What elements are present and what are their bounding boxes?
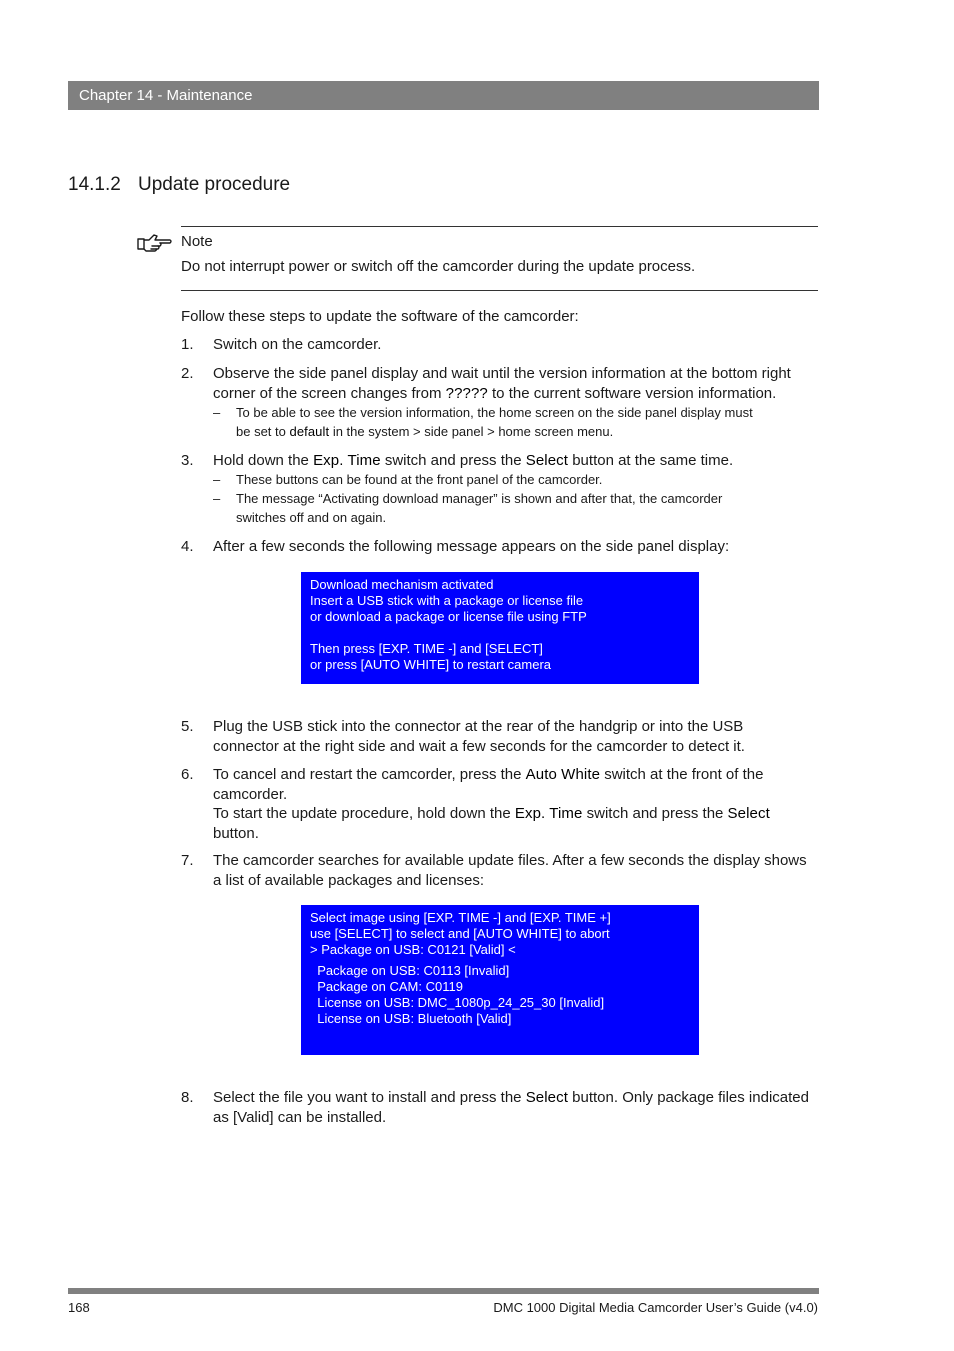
screen-line: License on USB: Bluetooth [Valid] xyxy=(310,1011,512,1026)
step-text xyxy=(213,717,823,756)
screen-blank-line xyxy=(310,625,690,641)
step-text xyxy=(213,851,823,890)
keyword: Exp. Time xyxy=(514,805,583,822)
screen-line: Package on CAM: C0119 xyxy=(310,979,463,994)
text-run: to the current software version information. xyxy=(487,384,777,402)
screen-line: use [SELECT] to select and [AUTO WHITE] to abort xyxy=(310,926,610,941)
keyword: Exp. Time xyxy=(313,452,381,469)
page-number: 168 xyxy=(68,1300,90,1315)
step-line xyxy=(213,1088,823,1108)
step-line: button. xyxy=(213,824,259,842)
sub-line: switches off and on again. xyxy=(236,510,387,525)
step-number: 4. xyxy=(181,538,194,555)
step-text xyxy=(213,765,823,843)
side-panel-screen xyxy=(301,572,699,684)
keyword: default xyxy=(289,424,330,439)
section-title: Update procedure xyxy=(138,174,291,195)
note-top-rule xyxy=(181,226,818,227)
sub-bullet: – xyxy=(213,491,221,506)
step-line: camcorder. xyxy=(213,785,288,803)
sub-line: To be able to see the version information, the home screen on the side panel display must xyxy=(236,405,753,420)
intro-text: Follow these steps to update the software of the camcorder: xyxy=(181,308,579,325)
section-heading xyxy=(68,174,290,196)
text-run: button at the same time. xyxy=(568,452,734,469)
note-bottom-rule xyxy=(181,290,818,291)
sub-text xyxy=(236,489,796,527)
step-number: 3. xyxy=(181,452,194,469)
step-number: 5. xyxy=(181,718,194,735)
text-run: switch and press the xyxy=(380,452,526,469)
step-text xyxy=(213,1088,823,1127)
text-run: To cancel and restart the camcorder, press the xyxy=(213,766,526,783)
step-text xyxy=(213,451,823,471)
note-title: Note xyxy=(181,233,213,250)
keyword: Select xyxy=(727,805,770,822)
sub-line xyxy=(236,422,796,441)
step-line: a list of available packages and licenses: xyxy=(213,871,484,889)
keyword: Select xyxy=(525,1089,568,1106)
screen-line: or press [AUTO WHITE] to restart camera xyxy=(310,657,552,672)
sub-line: The message “Activating download manager” is shown and after that, the camcorder xyxy=(236,491,723,506)
sub-bullet: – xyxy=(213,405,221,420)
step-number: 7. xyxy=(181,852,194,869)
step-line: connector at the right side and wait a few seconds for the camcorder to detect it. xyxy=(213,737,745,755)
text-run: To start the update procedure, hold down the xyxy=(213,805,515,822)
text-run: switch at the front of the xyxy=(600,766,764,783)
step-number: 2. xyxy=(181,365,194,382)
footer-rule xyxy=(68,1288,819,1294)
keyword: Select xyxy=(525,452,569,469)
screen-line: or download a package or license file using FTP xyxy=(310,609,587,624)
step-line xyxy=(213,804,823,824)
step-number: 1. xyxy=(181,336,194,353)
section-number: 14.1.2 xyxy=(68,174,121,195)
screen-line: Insert a USB stick with a package or license file xyxy=(310,593,584,608)
screen-line: Download mechanism activated xyxy=(310,577,494,592)
step-text: Switch on the camcorder. xyxy=(213,336,382,353)
note-text: Do not interrupt power or switch off the camcorder during the update process. xyxy=(181,258,696,275)
sub-text: These buttons can be found at the front panel of the camcorder. xyxy=(236,472,603,487)
screen-line-selected: > Package on USB: C0121 [Valid] < xyxy=(310,942,516,957)
sub-text xyxy=(236,403,796,441)
step-line xyxy=(213,384,823,404)
screen-line: Select image using [EXP. TIME -] and [EXP. TIME +] xyxy=(310,910,611,925)
step-text xyxy=(213,364,823,403)
step-text: After a few seconds the following message appears on the side panel display: xyxy=(213,538,730,555)
step-line: Observe the side panel display and wait until the version information at the bottom right xyxy=(213,365,791,382)
text-run: Select the file you want to install and press the xyxy=(213,1089,526,1106)
chapter-header: Chapter 14 - Maintenance xyxy=(68,81,819,110)
screen-line: License on USB: DMC_1080p_24_25_30 [Invalid] xyxy=(310,995,605,1010)
text-run: switch and press the xyxy=(582,805,728,822)
screen-line: Package on USB: C0113 [Invalid] xyxy=(310,963,510,978)
step-line: as [Valid] can be installed. xyxy=(213,1108,387,1126)
step-number: 8. xyxy=(181,1089,194,1106)
sub-bullet: – xyxy=(213,472,221,487)
text-run: in the system > side panel > home screen menu. xyxy=(329,424,614,439)
text-run: corner of the screen changes from xyxy=(213,384,446,402)
package-list-screen xyxy=(301,905,699,1055)
keyword: ????? xyxy=(445,384,488,402)
text-run: Hold down the xyxy=(213,452,314,469)
text-run: button. Only package files indicated xyxy=(567,1089,809,1106)
step-number: 6. xyxy=(181,766,194,783)
pointing-hand-icon xyxy=(136,231,174,255)
step-line: The camcorder searches for available update files. After a few seconds the display shows xyxy=(213,852,807,869)
step-line: Plug the USB stick into the connector at the rear of the handgrip or into the USB xyxy=(213,718,744,735)
keyword: Auto White xyxy=(525,766,601,783)
text-run: be set to xyxy=(236,424,290,439)
screen-line: Then press [EXP. TIME -] and [SELECT] xyxy=(310,641,543,656)
guide-title: DMC 1000 Digital Media Camcorder User’s Guide (v4.0) xyxy=(493,1300,818,1315)
step-line xyxy=(213,765,823,785)
